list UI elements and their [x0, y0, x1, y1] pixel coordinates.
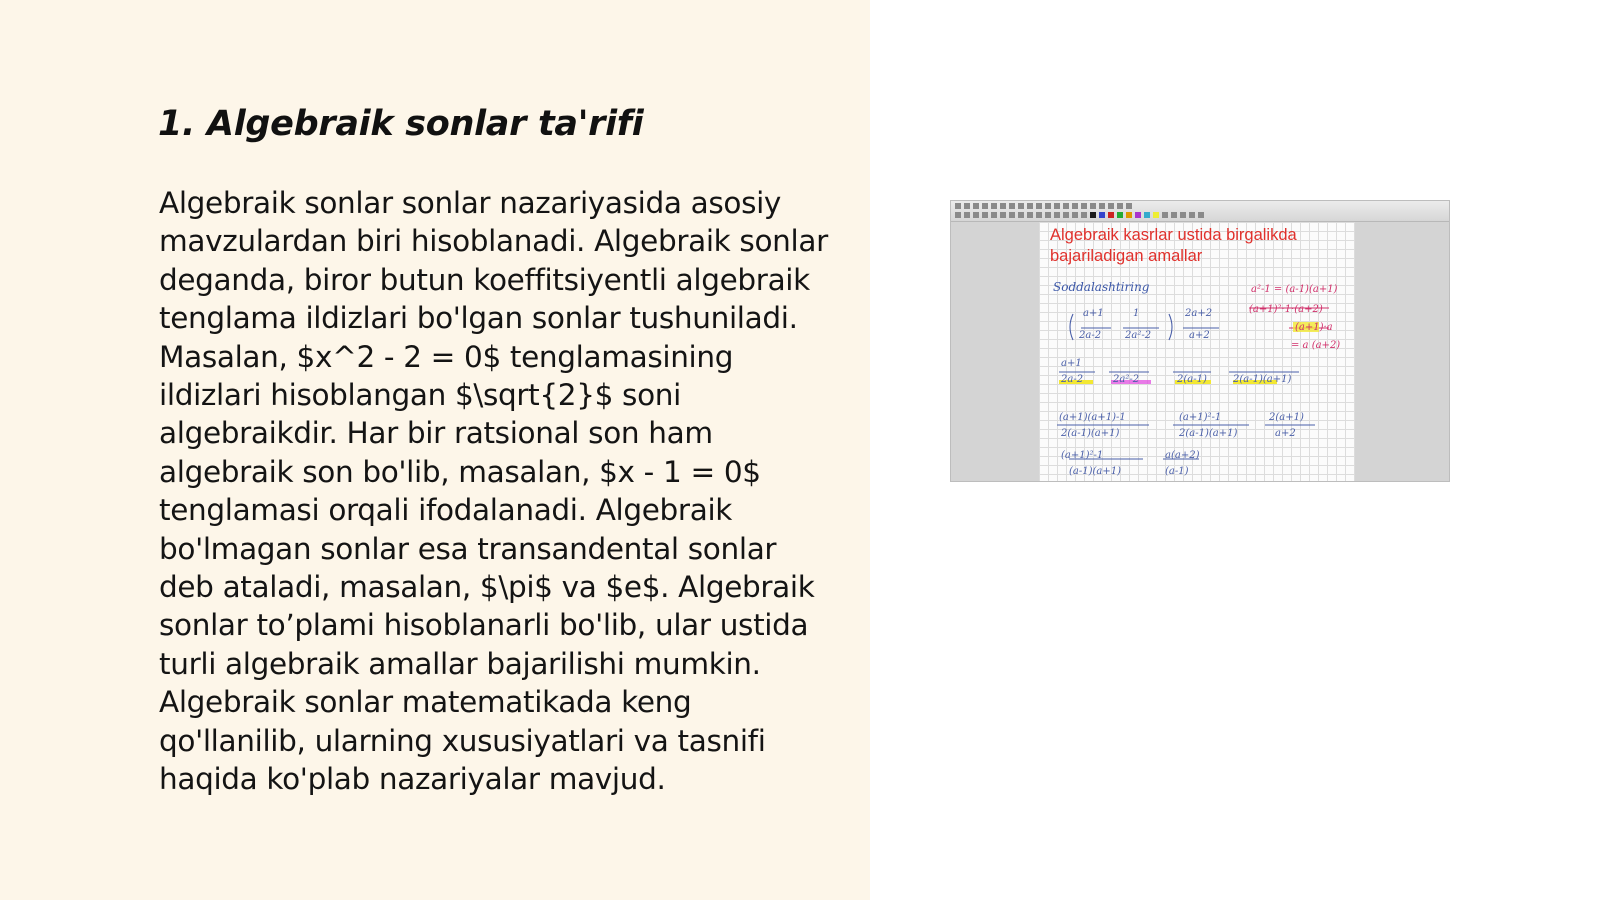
notebook-page: Algebraik kasrlar ustida birgalikda bajariladigan amallar Soddalashtiring a+1 2a-2 1 2a²-2 2a+2 a+2 a²-1 = (a-1)(a+1) (a+1)²·1·(a+2) (a+1)·a = a (a+2) a+1 2a-2 2a²-2 2(a-1) 2(a-1)(a+1) (a+1)(a+1)-1 2(a-1)(a+1) (a+1)²-1 2(a-1)(a+1) 2(a+1) a+2 (a+1)²-1 (a-1)(a+1) a(a+2) (a-1) [1039, 222, 1355, 482]
toolbar-image [951, 201, 1449, 222]
slide-body-text: Algebraik sonlar sonlar nazariyasida asosiy mavzulardan biri hisoblanadi. Algebraik sonlar deganda, biror butun koeffitsiyentli algebraik tenglama ildizlari bo'lgan sonlar tushuniladi. Masalan, $x^2 - 2 = 0$ tenglamasining ildizlari hisoblangan $\sqrt{2}$ soni algebraikdir. Har bir ratsional son ham algebraik son bo'lib, masalan, $x - 1 = 0$ tenglamasi orqali ifodalanadi. Algebraik bo'lmagan sonlar esa transandental sonlar deb ataladi, masalan, $\pi$ va $e$. Algebraik sonlar to’plami hisoblanarli bo'lib, ular ustida turli algebraik amallar bajarilishi mumkin. Algebraik sonlar matematikada keng qo'llanilib, ularning xususiyatlari va tasnifi haqida ko'plab nazariyalar mavjud. [159, 186, 828, 797]
handwritten-label: Soddalashtiring [1053, 280, 1150, 294]
screenshot-title: Algebraik kasrlar ustida birgalikda bajariladigan amallar [1050, 226, 1297, 265]
embedded-screenshot [950, 200, 1450, 482]
handwritten-equations [1039, 222, 1355, 482]
slide-heading: 1. Algebraik sonlar ta'rifi [158, 104, 644, 144]
